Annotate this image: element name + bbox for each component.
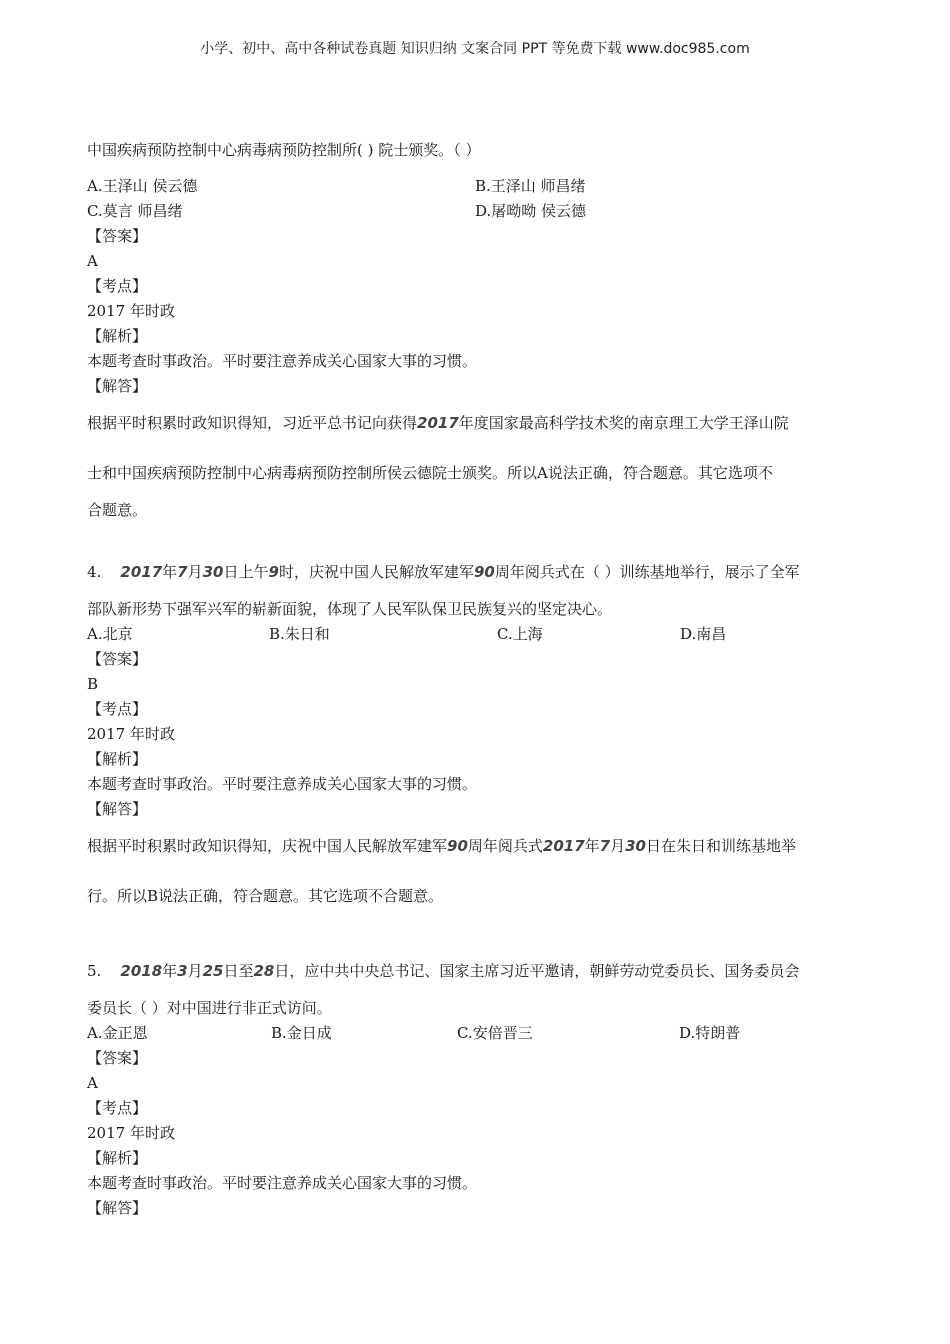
q3-jieda-line2: 士和中国疾病预防控制中心病毒病预防控制所侯云德院士颁奖。所以A说法正确，符合题意。其它选项不 (87, 464, 773, 482)
q3-jiexi-value: 本题考查时事政治。平时要注意养成关心国家大事的习惯。 (87, 352, 478, 370)
q4-jiexi-value: 本题考查时事政治。平时要注意养成关心国家大事的习惯。 (87, 775, 478, 793)
q3-answer-value: A (87, 252, 98, 270)
page-header: 小学、初中、高中各种试卷真题 知识归纳 文案合同 PPT 等免费下载 www.doc985.com (200, 41, 750, 57)
q4-jiexi-label: 【解析】 (87, 750, 148, 768)
q4-option-a: A.北京 (87, 625, 133, 643)
q3-stem: 中国疾病预防控制中心病毒病预防控制所( ) 院士颁奖。（ ） (87, 141, 481, 159)
q3-jieda-label: 【解答】 (87, 377, 148, 395)
q4-stem-line1: 4. 2017年7月30日上午9时，庆祝中国人民解放军建军90周年阅兵式在（ ）训练基地举行，展示了全军 (87, 563, 800, 581)
q4-kaodian-value: 2017 年时政 (87, 725, 175, 743)
q4-jieda-line1: 根据平时积累时政知识得知，庆祝中国人民解放军建军90周年阅兵式2017年7月30日在朱日和训练基地举 (87, 837, 797, 855)
q5-stem-line2: 委员长（ ）对中国进行非正式访问。 (87, 999, 332, 1017)
q5-option-c: C.安倍晋三 (457, 1024, 533, 1042)
q3-option-d: D.屠呦呦 侯云德 (475, 202, 587, 220)
q4-stem-line2: 部队新形势下强军兴军的崭新面貌，体现了人民军队保卫民族复兴的坚定决心。 (87, 600, 613, 618)
q3-jieda-line1: 根据平时积累时政知识得知，习近平总书记向获得2017年度国家最高科学技术奖的南京理工大学王泽山院 (87, 414, 789, 432)
q3-kaodian-label: 【考点】 (87, 277, 148, 295)
q3-option-a: A.王泽山 侯云德 (87, 177, 198, 195)
q3-kaodian-value: 2017 年时政 (87, 302, 175, 320)
q4-jieda-label: 【解答】 (87, 800, 148, 818)
q5-option-a: A.金正恩 (87, 1024, 148, 1042)
q4-answer-value: B (87, 675, 99, 693)
q5-jieda-label: 【解答】 (87, 1199, 148, 1217)
q4-answer-label: 【答案】 (87, 650, 148, 668)
q4-kaodian-label: 【考点】 (87, 700, 148, 718)
q5-stem-line1: 5. 2018年3月25日至28日，应中共中央总书记、国家主席习近平邀请，朝鲜劳动党委员长、国务委员会 (87, 962, 800, 980)
q5-jiexi-value: 本题考查时事政治。平时要注意养成关心国家大事的习惯。 (87, 1174, 478, 1192)
q4-jieda-line2: 行。所以B说法正确，符合题意。其它选项不合题意。 (87, 887, 444, 905)
q5-answer-value: A (87, 1074, 98, 1092)
q5-answer-label: 【答案】 (87, 1049, 148, 1067)
q5-option-b: B.金日成 (271, 1024, 332, 1042)
q4-option-c: C.上海 (497, 625, 543, 643)
q3-option-b: B.王泽山 师昌绪 (475, 177, 586, 195)
q5-jiexi-label: 【解析】 (87, 1149, 148, 1167)
q3-option-c: C.莫言 师昌绪 (87, 202, 183, 220)
q3-answer-label: 【答案】 (87, 227, 148, 245)
q3-jiexi-label: 【解析】 (87, 327, 148, 345)
q5-kaodian-label: 【考点】 (87, 1099, 148, 1117)
q4-option-b: B.朱日和 (269, 625, 330, 643)
q5-kaodian-value: 2017 年时政 (87, 1124, 175, 1142)
q3-jieda-line3: 合题意。 (87, 501, 148, 519)
q5-option-d: D.特朗普 (679, 1024, 741, 1042)
q4-option-d: D.南昌 (680, 625, 727, 643)
